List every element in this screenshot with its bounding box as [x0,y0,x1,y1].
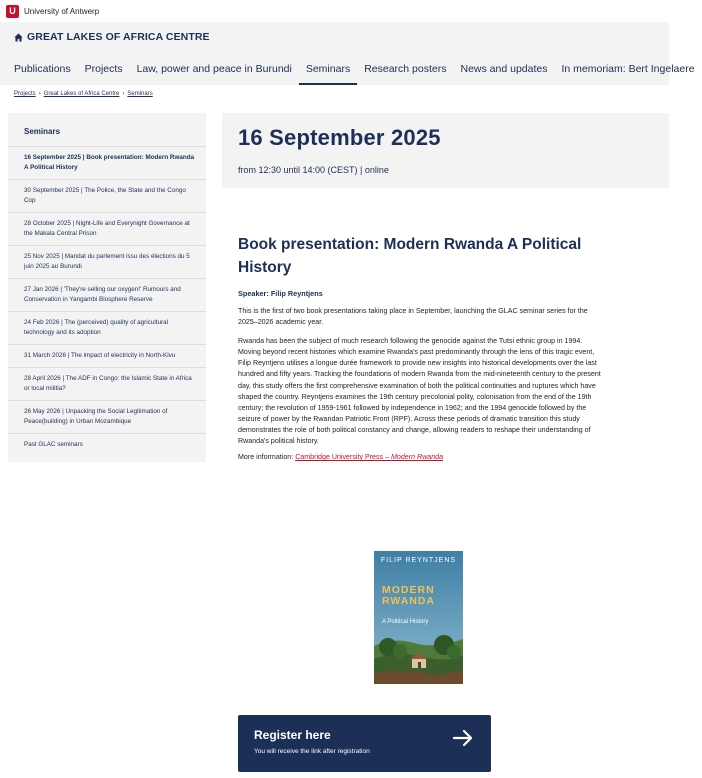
site-header [0,22,695,85]
publisher-link-text: Cambridge University Press – [295,453,390,462]
sidebar-item[interactable]: 25 Nov 2025 | Mandat du parlement issu des élections du 5 juin 2025 au Burundi [8,246,206,279]
nav-news-updates[interactable]: News and updates [460,63,548,75]
sidebar-item[interactable]: 28 October 2025 | Night-Life and Everynight Governance at the Makala Central Prison [8,213,206,246]
sidebar-item[interactable]: 24 Feb 2026 | The (perceived) quality of agricultural technology and its adoption [8,312,206,345]
sidebar-item[interactable]: 27 Jan 2026 | 'They're selling our oxygen!' Rumours and Conservation in Yangambi Biosphere Reserve [8,279,206,312]
event-speaker: Speaker: Filip Reyntjens [238,289,323,298]
seminars-sidebar [8,113,206,462]
book-cover-image [374,551,463,684]
sidebar-item[interactable]: 26 May 2026 | Unpacking the Social Legitimation of Peace(building) in Urban Mozambique [8,401,206,434]
nav-in-memoriam[interactable]: In memoriam: Bert Ingelaere [561,63,695,75]
university-name[interactable]: University of Antwerp [24,6,100,16]
register-subtitle: You will receive the link after registration [254,748,370,755]
nav-research-posters[interactable]: Research posters [364,63,447,75]
cover-author: FILIP REYNTJENS [380,557,457,564]
cover-subtitle: A Political History [382,619,429,625]
centre-title-text: GREAT LAKES OF AFRICA CENTRE [27,31,210,43]
more-info-label: More information: [238,453,294,462]
top-bar [0,0,669,22]
event-time: from 12:30 until 14:00 (CEST) | online [238,165,389,175]
book-cover-art [374,551,463,684]
event-date: 16 September 2025 [238,125,441,150]
breadcrumb-projects[interactable]: Projects [14,91,36,97]
sidebar-item-past-seminars[interactable]: Past GLAC seminars [24,441,83,448]
event-header [222,113,669,188]
event-intro: This is the first of two book presentations taking place in September, launching the GLAC seminar series for the 2025–2026 academic year. [238,307,588,327]
chevron-right-icon: › [122,91,125,97]
sidebar-item[interactable]: 31 March 2026 | The impact of electricity in North-Kivu [8,345,206,368]
main-nav [0,58,702,85]
register-title: Register here [254,728,331,742]
cover-title [382,585,435,607]
cover-title-line1: MODERN [382,584,435,596]
centre-title[interactable] [14,31,210,43]
cover-title-line2: RWANDA [382,595,436,607]
sidebar-item[interactable]: 16 September 2025 | Book presentation: Modern Rwanda A Political History [8,147,206,180]
breadcrumb-centre[interactable]: Great Lakes of Africa Centre [43,91,120,97]
nav-publications[interactable]: Publications [14,63,71,75]
nav-law-power-peace[interactable]: Law, power and peace in Burundi [136,63,292,75]
breadcrumb [14,91,153,97]
event-description: Rwanda has been the subject of much research following the genocide against the Tutsi ethnic group in 1994. Moving beyond recent histories which examine Rwanda's past predominantly through the lens of this tragic event, Filip Reyntjens utilises a longue durée framework to provide new insights into historical developments over the last hundred and fifty years. Tracking the foundations of modern Rwanda from the mid-nineteenth century to the present day, this study offers the first comprehensive examination of both the political continuities and ruptures which have shaped the country. Reyntjens examines the 19th century precolonial polity, colonisation from the end of the 19th century; the revolution of 1959-1961 followed by independence in 1962; and the 1994 genocide followed by the seizure of power by the Rwandan Patriotic Front (RPF). Across these periods of dramatic transition this study demonstrates the role of both political constancy and change, allowing readers to reshape their understanding of Rwanda's political history. [238,337,601,446]
sidebar-item[interactable]: 30 September 2025 | The Police, the State and the Congo Cop [8,180,206,213]
register-button[interactable] [238,715,491,772]
event-title: Book presentation: Modern Rwanda A Political History [238,236,582,276]
breadcrumb-seminars[interactable]: Seminars [127,91,153,97]
chevron-right-icon: › [38,91,41,97]
sidebar-item[interactable]: 28 April 2026 | The ADF in Congo: the Islamic State in Africa or local militia? [8,368,206,401]
publisher-link-title: Modern Rwanda [391,453,444,462]
more-information [238,453,602,461]
publisher-link[interactable] [295,453,443,461]
sidebar-heading: Seminars [8,127,206,147]
home-icon [14,33,23,42]
nav-projects[interactable]: Projects [84,63,123,75]
arrow-right-icon [453,729,473,747]
nav-seminars[interactable]: Seminars [299,58,357,85]
university-logo[interactable]: U [6,5,19,18]
event-content [238,233,602,461]
